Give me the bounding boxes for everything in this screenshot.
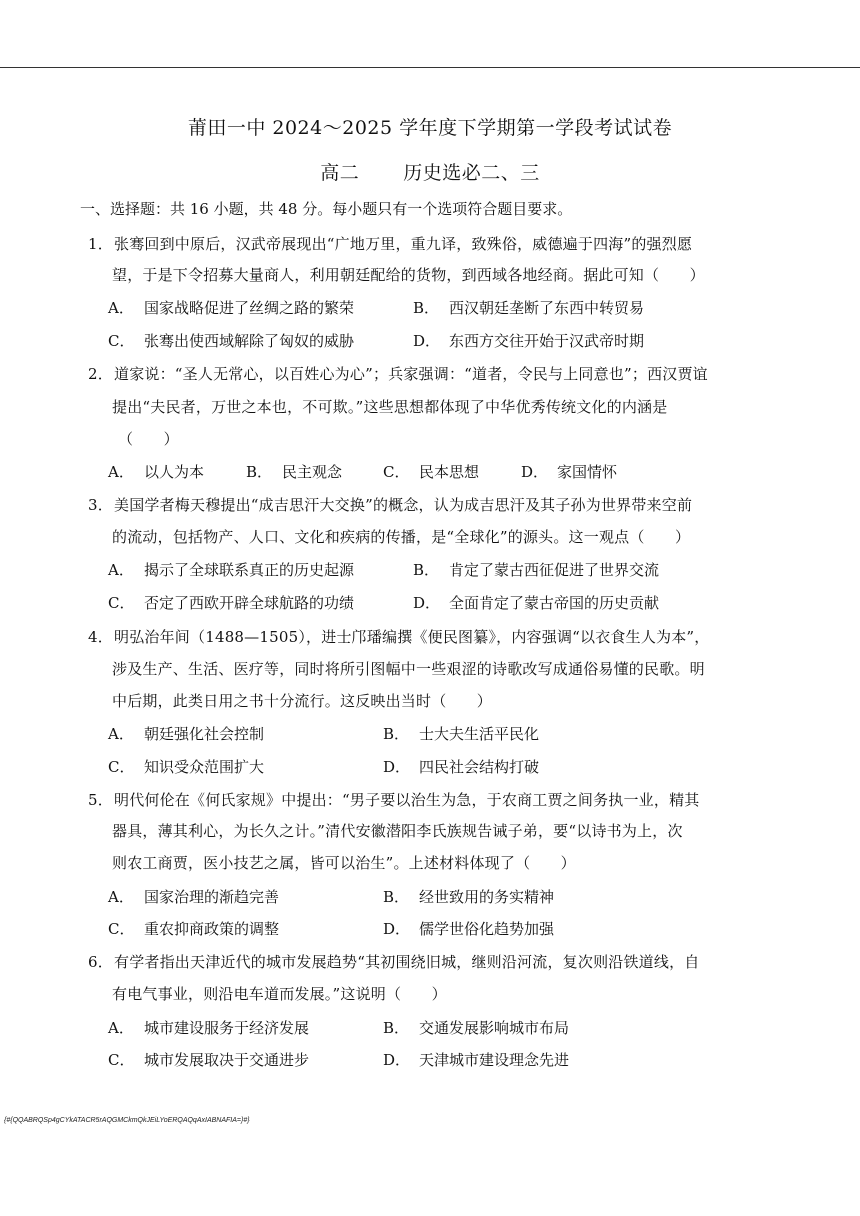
question-number: 1． bbox=[88, 235, 113, 253]
option-d: D． 天津城市建设理念先进 bbox=[383, 1051, 570, 1069]
option-d: D． 东西方交往开始于汉武帝时期 bbox=[413, 332, 645, 350]
question-number: 6． bbox=[88, 953, 113, 971]
question-text-line: 提出“夫民者，万世之本也，不可欺。”这些思想都体现了中华优秀传统文化的内涵是 bbox=[112, 398, 668, 416]
option-c: C． 城市发展取决于交通进步 bbox=[108, 1051, 310, 1069]
question-number: 3． bbox=[88, 496, 113, 514]
option-b: B． 经世致用的务实精神 bbox=[383, 888, 555, 906]
question-text-line: 美国学者梅天穆提出“成吉思汗大交换”的概念，认为成吉思汗及其子孙为世界带来空前 bbox=[114, 496, 693, 514]
option-c: C． 重农抑商政策的调整 bbox=[108, 920, 280, 938]
question-number: 4． bbox=[88, 628, 113, 646]
grade-label: 高二 bbox=[320, 162, 360, 184]
question-text-line: 张骞回到中原后，汉武帝展现出“广地万里，重九译，致殊俗，威德遍于四海”的强烈愿 bbox=[114, 235, 693, 253]
option-b: B． 民主观念 bbox=[246, 463, 343, 481]
option-b: B． 交通发展影响城市布局 bbox=[383, 1019, 570, 1037]
option-c: C． 知识受众范围扩大 bbox=[108, 758, 265, 776]
question-text-line: 有电气事业，则沿电车道而发展。”这说明（ ） bbox=[112, 985, 447, 1003]
question-text-line: 则农工商贾，医小技艺之属，皆可以治生”。上述材料体现了（ ） bbox=[112, 854, 576, 872]
option-b: B． 西汉朝廷垄断了东西中转贸易 bbox=[413, 299, 645, 317]
question-text-line: 道家说：“圣人无常心，以百姓心为心”；兵家强调：“道者，令民与上同意也”；西汉贾谊 bbox=[114, 365, 708, 383]
option-d: D． 全面肯定了蒙古帝国的历史贡献 bbox=[413, 594, 660, 612]
top-rule bbox=[0, 67, 860, 68]
subject-label: 历史选必二、三 bbox=[403, 162, 540, 184]
option-d: D． 儒学世俗化趋势加强 bbox=[383, 920, 555, 938]
option-a: A． 国家战略促进了丝绸之路的繁荣 bbox=[108, 299, 355, 317]
option-a: A． 朝廷强化社会控制 bbox=[108, 725, 265, 743]
option-a: A． 城市建设服务于经济发展 bbox=[108, 1019, 310, 1037]
exam-title: 莆田一中 2024～2025 学年度下学期第一学段考试试卷 bbox=[187, 117, 673, 139]
option-a: A． 以人为本 bbox=[108, 463, 205, 481]
question-text-line: 明弘治年间（1488—1505），进士邝璠编撰《便民图纂》，内容强调“以衣食生人为本”， bbox=[114, 628, 710, 646]
option-b: B． 士大夫生活平民化 bbox=[383, 725, 540, 743]
question-text-line: 的流动，包括物产、人口、文化和疾病的传播，是“全球化”的源头。这一观点（ ） bbox=[112, 528, 691, 546]
option-c: C． 张骞出使西域解除了匈奴的威胁 bbox=[108, 332, 355, 350]
question-text-line: 涉及生产、生活、医疗等，同时将所引图幅中一些艰涩的诗歌改写成通俗易懂的民歌。明 bbox=[112, 660, 705, 678]
section-heading: 一、选择题：共 16 小题，共 48 分。每小题只有一个选项符合题目要求。 bbox=[80, 200, 573, 218]
option-c: C． 否定了西欧开辟全球航路的功绩 bbox=[108, 594, 355, 612]
question-text-line: 器具，薄其利心，为长久之计。”清代安徽潜阳李氏族规告诫子弟，要“以诗书为上，次 bbox=[112, 822, 683, 840]
footer-code: {#{QQABRQSp4gCYkATACR5rAQGMCkmQkJEiLYoERQAQqAxIABNAFIA=}#} bbox=[4, 1117, 250, 1124]
question-text-line: 明代何伦在《何氏家规》中提出：“男子要以治生为急，于农商工贾之间务执一业，精其 bbox=[114, 791, 700, 809]
option-d: D． 四民社会结构打破 bbox=[383, 758, 540, 776]
question-number: 5． bbox=[88, 791, 113, 809]
option-c: C． 民本思想 bbox=[383, 463, 480, 481]
exam-subtitle bbox=[0, 158, 860, 185]
question-text-line: 中后期，此类日用之书十分流行。这反映出当时（ ） bbox=[112, 692, 493, 710]
option-d: D． 家国情怀 bbox=[521, 463, 618, 481]
option-a: A． 国家治理的渐趋完善 bbox=[108, 888, 280, 906]
question-text-line: 望，于是下令招募大量商人，利用朝廷配给的货物，到西域各地经商。据此可知（ ） bbox=[112, 266, 705, 284]
question-text-line: （ ） bbox=[118, 430, 179, 448]
question-text-line: 有学者指出天津近代的城市发展趋势“其初围绕旧城，继则沿河流，复次则沿铁道线，自 bbox=[114, 953, 700, 971]
option-a: A． 揭示了全球联系真正的历史起源 bbox=[108, 561, 355, 579]
question-number: 2． bbox=[88, 365, 113, 383]
option-b: B． 肯定了蒙古西征促进了世界交流 bbox=[413, 561, 660, 579]
